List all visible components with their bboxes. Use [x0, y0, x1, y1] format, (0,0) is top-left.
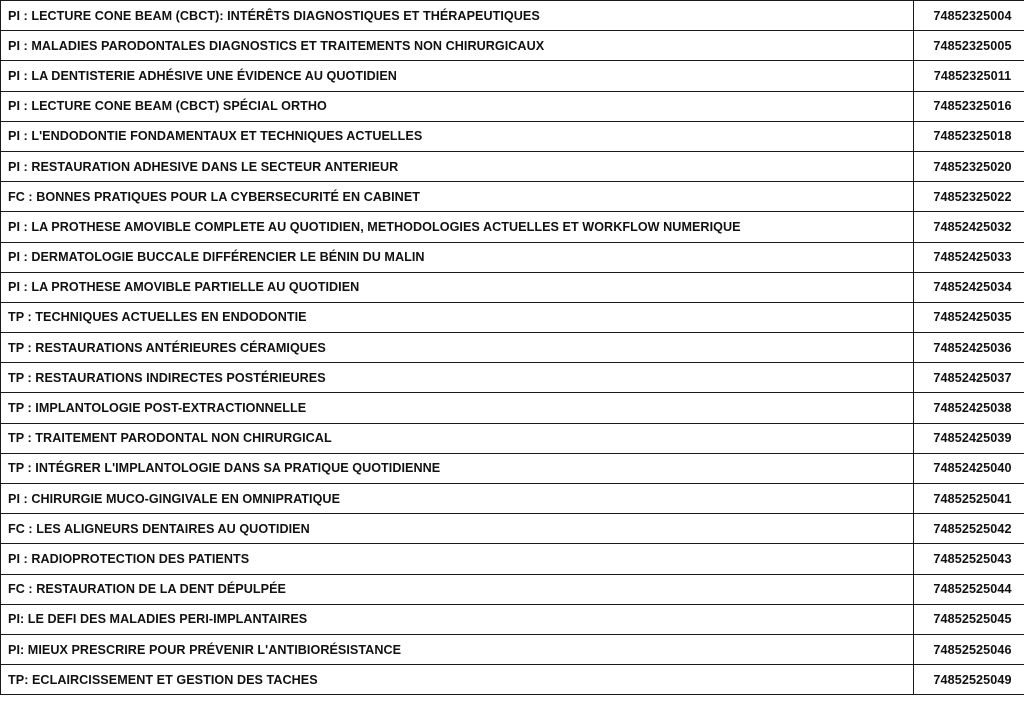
- table-row: [1, 363, 1024, 393]
- course-code-cell: 74852325004: [914, 1, 1024, 31]
- table-row: [1, 514, 1024, 544]
- course-code-cell: 74852525049: [914, 665, 1024, 695]
- course-code-cell: 74852325018: [914, 121, 1024, 151]
- table-row: [1, 121, 1024, 151]
- course-title-cell: TP : TRAITEMENT PARODONTAL NON CHIRURGICAL: [1, 423, 914, 453]
- table-row: [1, 393, 1024, 423]
- course-table-body: [1, 1, 1024, 695]
- course-title-cell: PI : LA PROTHESE AMOVIBLE PARTIELLE AU QUOTIDIEN: [1, 272, 914, 302]
- course-title-cell: TP : RESTAURATIONS ANTÉRIEURES CÉRAMIQUES: [1, 333, 914, 363]
- course-code-cell: 74852425039: [914, 423, 1024, 453]
- course-title-cell: TP : RESTAURATIONS INDIRECTES POSTÉRIEURES: [1, 363, 914, 393]
- course-title-cell: PI : DERMATOLOGIE BUCCALE DIFFÉRENCIER LE BÉNIN DU MALIN: [1, 242, 914, 272]
- course-code-cell: 74852525041: [914, 484, 1024, 514]
- table-row: [1, 31, 1024, 61]
- course-code-cell: 74852325022: [914, 182, 1024, 212]
- table-row: [1, 544, 1024, 574]
- table-row: [1, 212, 1024, 242]
- course-title-cell: PI : LA PROTHESE AMOVIBLE COMPLETE AU QUOTIDIEN, METHODOLOGIES ACTUELLES ET WORKFLOW NUMERIQUE: [1, 212, 914, 242]
- course-code-cell: 74852425036: [914, 333, 1024, 363]
- course-code-cell: 74852425035: [914, 302, 1024, 332]
- table-row: [1, 242, 1024, 272]
- table-row: [1, 333, 1024, 363]
- course-title-cell: TP: ECLAIRCISSEMENT ET GESTION DES TACHES: [1, 665, 914, 695]
- course-title-cell: PI: MIEUX PRESCRIRE POUR PRÉVENIR L'ANTIBIORÉSISTANCE: [1, 634, 914, 664]
- table-row: [1, 1, 1024, 31]
- course-code-cell: 74852425038: [914, 393, 1024, 423]
- table-row: [1, 61, 1024, 91]
- course-code-cell: 74852425037: [914, 363, 1024, 393]
- course-title-cell: PI : LECTURE CONE BEAM (CBCT): INTÉRÊTS DIAGNOSTIQUES ET THÉRAPEUTIQUES: [1, 1, 914, 31]
- course-code-cell: 74852525042: [914, 514, 1024, 544]
- course-code-cell: 74852325016: [914, 91, 1024, 121]
- course-code-cell: 74852325020: [914, 151, 1024, 181]
- table-row: [1, 423, 1024, 453]
- table-row: [1, 484, 1024, 514]
- course-title-cell: FC : RESTAURATION DE LA DENT DÉPULPÉE: [1, 574, 914, 604]
- course-code-cell: 74852525046: [914, 634, 1024, 664]
- course-code-cell: 74852425033: [914, 242, 1024, 272]
- course-code-cell: 74852325005: [914, 31, 1024, 61]
- course-title-cell: TP : IMPLANTOLOGIE POST-EXTRACTIONNELLE: [1, 393, 914, 423]
- course-title-cell: FC : BONNES PRATIQUES POUR LA CYBERSECURITÉ EN CABINET: [1, 182, 914, 212]
- table-row: [1, 453, 1024, 483]
- course-code-cell: 74852525043: [914, 544, 1024, 574]
- course-title-cell: PI : LECTURE CONE BEAM (CBCT) SPÉCIAL ORTHO: [1, 91, 914, 121]
- course-code-cell: 74852525044: [914, 574, 1024, 604]
- course-code-cell: 74852325011: [914, 61, 1024, 91]
- table-row: [1, 151, 1024, 181]
- course-title-cell: PI: LE DEFI DES MALADIES PERI-IMPLANTAIRES: [1, 604, 914, 634]
- table-row: [1, 91, 1024, 121]
- course-title-cell: PI : L'ENDODONTIE FONDAMENTAUX ET TECHNIQUES ACTUELLES: [1, 121, 914, 151]
- table-row: [1, 634, 1024, 664]
- course-code-cell: 74852425032: [914, 212, 1024, 242]
- table-row: [1, 182, 1024, 212]
- table-row: [1, 272, 1024, 302]
- course-code-cell: 74852425034: [914, 272, 1024, 302]
- table-row: [1, 604, 1024, 634]
- course-title-cell: PI : MALADIES PARODONTALES DIAGNOSTICS ET TRAITEMENTS NON CHIRURGICAUX: [1, 31, 914, 61]
- table-row: [1, 665, 1024, 695]
- course-code-cell: 74852525045: [914, 604, 1024, 634]
- course-title-cell: PI : RADIOPROTECTION DES PATIENTS: [1, 544, 914, 574]
- course-title-cell: PI : CHIRURGIE MUCO-GINGIVALE EN OMNIPRATIQUE: [1, 484, 914, 514]
- table-row: [1, 574, 1024, 604]
- course-title-cell: FC : LES ALIGNEURS DENTAIRES AU QUOTIDIEN: [1, 514, 914, 544]
- course-title-cell: PI : LA DENTISTERIE ADHÉSIVE UNE ÉVIDENCE AU QUOTIDIEN: [1, 61, 914, 91]
- course-code-cell: 74852425040: [914, 453, 1024, 483]
- table-row: [1, 302, 1024, 332]
- course-title-cell: TP : INTÉGRER L'IMPLANTOLOGIE DANS SA PRATIQUE QUOTIDIENNE: [1, 453, 914, 483]
- course-title-cell: TP : TECHNIQUES ACTUELLES EN ENDODONTIE: [1, 302, 914, 332]
- course-title-cell: PI : RESTAURATION ADHESIVE DANS LE SECTEUR ANTERIEUR: [1, 151, 914, 181]
